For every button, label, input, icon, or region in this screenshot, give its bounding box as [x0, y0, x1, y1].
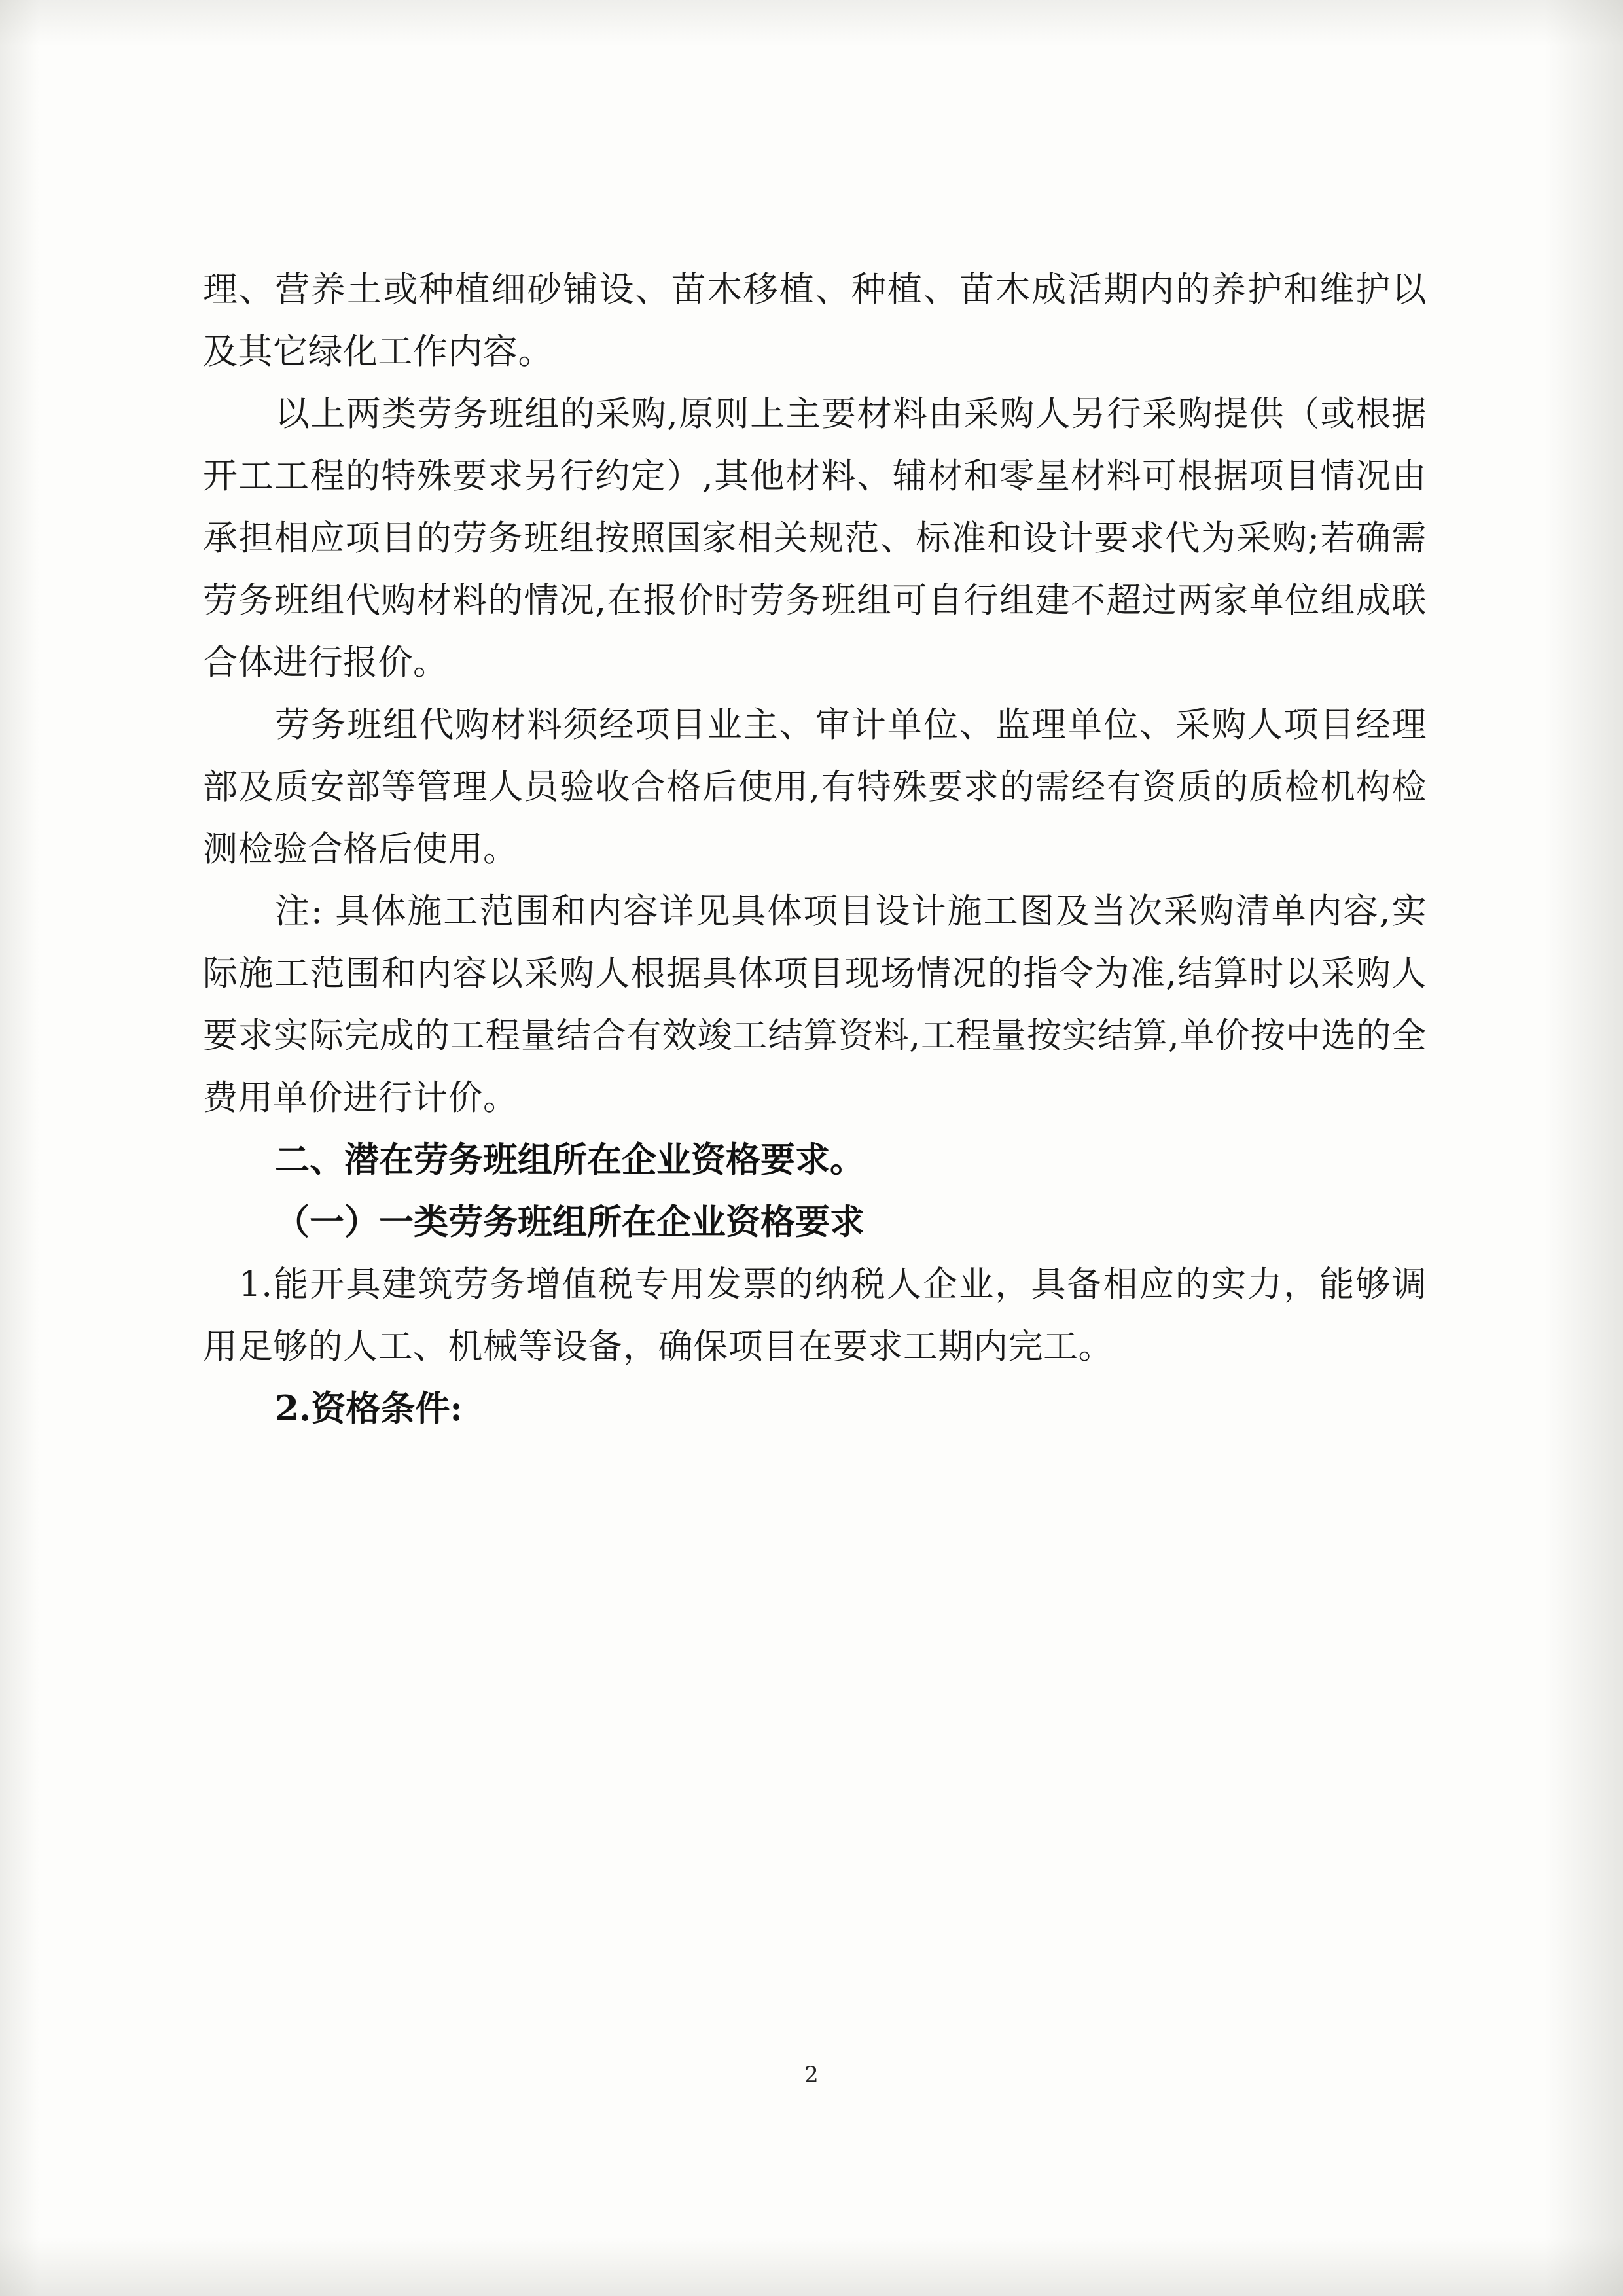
paragraph-material-acceptance: 劳务班组代购材料须经项目业主、审计单位、监理单位、采购人项目经理部及质安部等管理人员验收合格后使用,有特殊要求的需经有资质的质检机构检测检验合格后使用。: [203, 705, 1427, 869]
page-bottom-shading: [0, 2237, 1623, 2296]
paragraph-continued: 理、营养土或种植细砂铺设、苗木移植、种植、苗木成活期内的养护和维护以及其它绿化工作内容。: [203, 270, 1427, 372]
document-body: [203, 259, 1427, 1440]
section-heading-two: 二、潜在劳务班组所在企业资格要求。: [275, 1139, 865, 1180]
paragraph-procurement-materials: 以上两类劳务班组的采购,原则上主要材料由采购人另行采购提供（或根据开工工程的特殊要求另行约定）,其他材料、辅材和零星材料可根据项目情况由承担相应项目的劳务班组按照国家相关规范、标准和设计要求代为采购;若确需劳务班组代购材料的情况,在报价时劳务班组可自行组建不超过两家单位组成联合体进行报价。: [203, 394, 1427, 683]
subsection-qualification-conditions: 2.资格条件:: [275, 1388, 463, 1429]
page-top-shading: [0, 0, 1623, 46]
paragraph-item-1: 1.能开具建筑劳务增值税专用发票的纳税人企业，具备相应的实力，能够调用足够的人工、机械等设备，确保项目在要求工期内完工。: [203, 1265, 1427, 1367]
subsection-heading-one: （一）一类劳务班组所在企业资格要求: [275, 1202, 865, 1242]
page-number: 2: [804, 2062, 819, 2088]
paragraph-note-scope: 注: 具体施工范围和内容详见具体项目设计施工图及当次采购清单内容,实际施工范围和内容以采购人根据具体项目现场情况的指令为准,结算时以采购人要求实际完成的工程量结合有效竣工结算资料,工程量按实结算,单价按中选的全费用单价进行计价。: [203, 891, 1427, 1118]
